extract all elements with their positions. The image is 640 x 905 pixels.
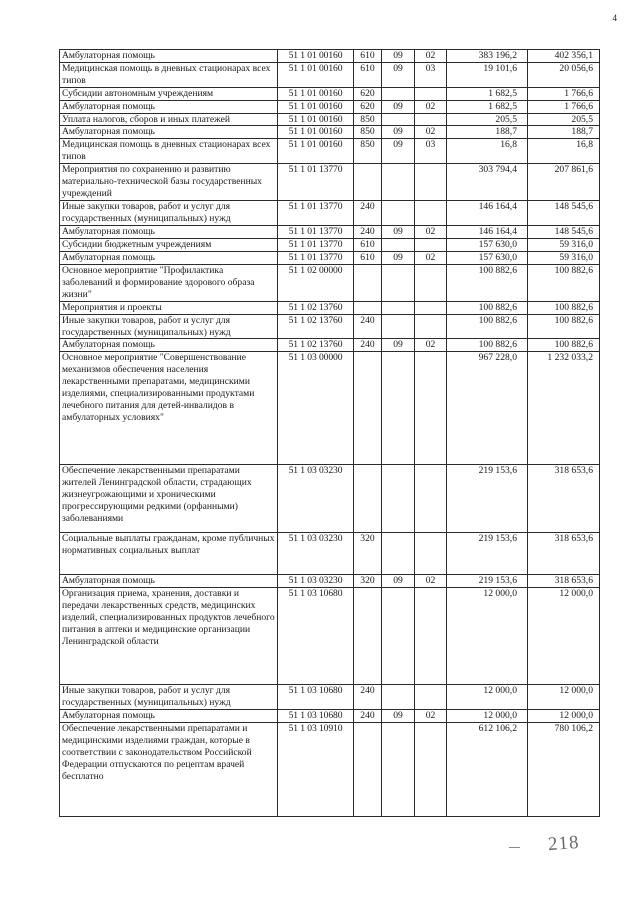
row-sum-year1: 157 630,0 <box>447 238 528 251</box>
row-name: Субсидии автономным учреждениям <box>60 87 278 100</box>
row-vr-code: 620 <box>354 100 382 113</box>
row-sum-year1: 188,7 <box>447 126 528 139</box>
row-name: Амбулаторная помощь <box>60 251 278 264</box>
row-name: Иные закупки товаров, работ и услуг для государственных (муниципальных) нужд <box>60 685 278 710</box>
row-vr-code <box>354 588 382 685</box>
table-row <box>60 533 600 575</box>
table-row <box>60 87 600 100</box>
row-rz-code <box>382 314 415 339</box>
row-sum-year2: 20 056,6 <box>528 62 600 87</box>
row-pr-code: 02 <box>415 710 447 723</box>
row-sum-year2: 12 000,0 <box>528 710 600 723</box>
row-sum-year1: 967 228,0 <box>447 352 528 465</box>
table-row <box>60 465 600 533</box>
row-vr-code: 320 <box>354 533 382 575</box>
row-sum-year2: 100 882,6 <box>528 301 600 314</box>
row-sum-year2: 59 316,0 <box>528 251 600 264</box>
row-csr-code: 51 1 01 00160 <box>278 100 354 113</box>
row-sum-year2: 100 882,6 <box>528 264 600 301</box>
row-rz-code: 09 <box>382 251 415 264</box>
row-rz-code: 09 <box>382 225 415 238</box>
row-csr-code: 51 1 01 13770 <box>278 251 354 264</box>
row-vr-code: 610 <box>354 50 382 63</box>
budget-table <box>59 49 600 817</box>
row-sum-year2: 148 545,6 <box>528 201 600 226</box>
table-row <box>60 113 600 126</box>
row-pr-code <box>415 301 447 314</box>
row-vr-code: 240 <box>354 314 382 339</box>
row-rz-code: 09 <box>382 126 415 139</box>
row-csr-code: 51 1 01 00160 <box>278 50 354 63</box>
table-row <box>60 352 600 465</box>
row-vr-code <box>354 722 382 816</box>
row-vr-code: 850 <box>354 113 382 126</box>
table-body <box>60 50 600 817</box>
row-sum-year1: 303 794,4 <box>447 164 528 201</box>
table-row <box>60 139 600 164</box>
row-sum-year1: 157 630,0 <box>447 251 528 264</box>
row-sum-year1: 12 000,0 <box>447 685 528 710</box>
row-csr-code: 51 1 01 13770 <box>278 238 354 251</box>
row-pr-code <box>415 722 447 816</box>
row-vr-code: 240 <box>354 685 382 710</box>
row-pr-code <box>415 314 447 339</box>
row-vr-code: 240 <box>354 710 382 723</box>
row-name: Основное мероприятие "Совершенствование механизмов обеспечения населения лекарственными препаратами, медицинскими изделиями, специализированными продуктами лечебного питания для детей-инвалидов в амбулаторных условиях" <box>60 352 278 465</box>
table-row <box>60 164 600 201</box>
row-sum-year1: 219 153,6 <box>447 575 528 588</box>
row-name: Мероприятия по сохранению и развитию материально-технической базы государственных учреждений <box>60 164 278 201</box>
row-sum-year2: 318 653,6 <box>528 575 600 588</box>
row-name: Основное мероприятие "Профилактика заболеваний и формирование здорового образа жизни" <box>60 264 278 301</box>
table-row <box>60 100 600 113</box>
row-rz-code: 09 <box>382 139 415 164</box>
row-sum-year2: 1 232 033,2 <box>528 352 600 465</box>
row-name: Уплата налогов, сборов и иных платежей <box>60 113 278 126</box>
row-rz-code <box>382 352 415 465</box>
row-vr-code <box>354 465 382 533</box>
row-name: Амбулаторная помощь <box>60 575 278 588</box>
row-csr-code: 51 1 01 13770 <box>278 164 354 201</box>
row-pr-code: 02 <box>415 575 447 588</box>
row-rz-code <box>382 264 415 301</box>
row-pr-code <box>415 588 447 685</box>
table-row <box>60 314 600 339</box>
row-name: Амбулаторная помощь <box>60 225 278 238</box>
row-name: Обеспечение лекарственными препаратами жителей Ленинградской области, страдающих жизнеугрожающими и хроническими прогрессирующими редкими (орфанными) заболеваниями <box>60 465 278 533</box>
row-csr-code: 51 1 03 10910 <box>278 722 354 816</box>
row-rz-code <box>382 722 415 816</box>
row-name: Иные закупки товаров, работ и услуг для государственных (муниципальных) нужд <box>60 201 278 226</box>
row-sum-year2: 402 356,1 <box>528 50 600 63</box>
row-sum-year2: 12 000,0 <box>528 685 600 710</box>
row-pr-code <box>415 113 447 126</box>
row-pr-code <box>415 238 447 251</box>
row-sum-year1: 612 106,2 <box>447 722 528 816</box>
row-pr-code: 02 <box>415 339 447 352</box>
table-row <box>60 339 600 352</box>
table-row <box>60 238 600 251</box>
row-name: Субсидии бюджетным учреждениям <box>60 238 278 251</box>
row-rz-code: 09 <box>382 575 415 588</box>
row-pr-code <box>415 264 447 301</box>
row-rz-code <box>382 113 415 126</box>
table-row <box>60 588 600 685</box>
row-vr-code: 610 <box>354 62 382 87</box>
row-csr-code: 51 1 01 13770 <box>278 201 354 226</box>
row-vr-code <box>354 352 382 465</box>
row-pr-code <box>415 533 447 575</box>
table-row <box>60 62 600 87</box>
row-sum-year1: 100 882,6 <box>447 314 528 339</box>
row-csr-code: 51 1 01 00160 <box>278 62 354 87</box>
table-row <box>60 685 600 710</box>
row-pr-code: 02 <box>415 100 447 113</box>
row-rz-code <box>382 238 415 251</box>
row-vr-code <box>354 164 382 201</box>
row-rz-code <box>382 533 415 575</box>
table-row <box>60 225 600 238</box>
handwritten-page-number: 218 <box>547 831 581 856</box>
row-sum-year1: 146 164,4 <box>447 201 528 226</box>
row-name: Амбулаторная помощь <box>60 126 278 139</box>
row-name: Обеспечение лекарственными препаратами и медицинскими изделиями граждан, которые в соответствии с законодательством Российской Федерации отпускаются по рецептам врачей бесплатно <box>60 722 278 816</box>
row-rz-code <box>382 465 415 533</box>
row-rz-code <box>382 588 415 685</box>
row-sum-year2: 1 766,6 <box>528 100 600 113</box>
table-row <box>60 201 600 226</box>
row-vr-code <box>354 301 382 314</box>
row-sum-year2: 318 653,6 <box>528 533 600 575</box>
row-csr-code: 51 1 02 13760 <box>278 314 354 339</box>
row-pr-code: 02 <box>415 225 447 238</box>
row-sum-year2: 100 882,6 <box>528 339 600 352</box>
table-row <box>60 575 600 588</box>
row-sum-year1: 12 000,0 <box>447 588 528 685</box>
table-row <box>60 710 600 723</box>
row-sum-year2: 318 653,6 <box>528 465 600 533</box>
row-csr-code: 51 1 03 10680 <box>278 685 354 710</box>
row-name: Мероприятия и проекты <box>60 301 278 314</box>
row-csr-code: 51 1 01 13770 <box>278 225 354 238</box>
row-name: Амбулаторная помощь <box>60 100 278 113</box>
row-sum-year2: 16,8 <box>528 139 600 164</box>
row-pr-code <box>415 164 447 201</box>
row-rz-code <box>382 201 415 226</box>
table-row <box>60 251 600 264</box>
row-name: Амбулаторная помощь <box>60 710 278 723</box>
row-csr-code: 51 1 03 03230 <box>278 533 354 575</box>
row-csr-code: 51 1 03 03230 <box>278 575 354 588</box>
row-csr-code: 51 1 01 00160 <box>278 113 354 126</box>
row-sum-year2: 148 545,6 <box>528 225 600 238</box>
row-vr-code: 240 <box>354 339 382 352</box>
row-sum-year1: 205,5 <box>447 113 528 126</box>
row-sum-year1: 12 000,0 <box>447 710 528 723</box>
row-name: Иные закупки товаров, работ и услуг для государственных (муниципальных) нужд <box>60 314 278 339</box>
row-vr-code: 240 <box>354 201 382 226</box>
row-csr-code: 51 1 01 00160 <box>278 126 354 139</box>
table-row <box>60 50 600 63</box>
row-pr-code: 02 <box>415 126 447 139</box>
row-rz-code: 09 <box>382 339 415 352</box>
row-pr-code <box>415 352 447 465</box>
row-sum-year2: 12 000,0 <box>528 588 600 685</box>
row-vr-code: 850 <box>354 126 382 139</box>
table-row <box>60 126 600 139</box>
row-name: Социальные выплаты гражданам, кроме публичных нормативных социальных выплат <box>60 533 278 575</box>
row-csr-code: 51 1 01 00160 <box>278 139 354 164</box>
row-pr-code: 03 <box>415 62 447 87</box>
row-vr-code <box>354 264 382 301</box>
row-pr-code <box>415 465 447 533</box>
row-sum-year2: 59 316,0 <box>528 238 600 251</box>
stamp-dash <box>509 847 520 848</box>
row-vr-code: 320 <box>354 575 382 588</box>
row-csr-code: 51 1 03 00000 <box>278 352 354 465</box>
row-pr-code: 02 <box>415 251 447 264</box>
row-name: Организация приема, хранения, доставки и передачи лекарственных средств, медицинских изделий, специализированных продуктов лечебного питания в аптеки и медицинские организации Ленинградской области <box>60 588 278 685</box>
row-vr-code: 240 <box>354 225 382 238</box>
row-sum-year2: 207 861,6 <box>528 164 600 201</box>
row-pr-code <box>415 201 447 226</box>
row-rz-code: 09 <box>382 62 415 87</box>
row-csr-code: 51 1 02 13760 <box>278 301 354 314</box>
row-name: Медицинская помощь в дневных стационарах всех типов <box>60 139 278 164</box>
row-csr-code: 51 1 02 00000 <box>278 264 354 301</box>
row-sum-year1: 219 153,6 <box>447 465 528 533</box>
row-csr-code: 51 1 01 00160 <box>278 87 354 100</box>
row-csr-code: 51 1 03 10680 <box>278 588 354 685</box>
row-name: Медицинская помощь в дневных стационарах всех типов <box>60 62 278 87</box>
row-pr-code <box>415 87 447 100</box>
row-csr-code: 51 1 03 10680 <box>278 710 354 723</box>
row-rz-code <box>382 164 415 201</box>
row-name: Амбулаторная помощь <box>60 339 278 352</box>
row-sum-year2: 188,7 <box>528 126 600 139</box>
row-sum-year1: 19 101,6 <box>447 62 528 87</box>
row-sum-year1: 219 153,6 <box>447 533 528 575</box>
row-rz-code: 09 <box>382 100 415 113</box>
row-rz-code: 09 <box>382 50 415 63</box>
table-row <box>60 722 600 816</box>
page-number: 4 <box>612 13 617 23</box>
row-sum-year2: 205,5 <box>528 113 600 126</box>
row-sum-year1: 383 196,2 <box>447 50 528 63</box>
row-csr-code: 51 1 02 13760 <box>278 339 354 352</box>
table-row <box>60 264 600 301</box>
row-sum-year2: 100 882,6 <box>528 314 600 339</box>
row-vr-code: 610 <box>354 238 382 251</box>
row-pr-code: 02 <box>415 50 447 63</box>
row-pr-code <box>415 685 447 710</box>
row-sum-year1: 100 882,6 <box>447 301 528 314</box>
row-sum-year2: 780 106,2 <box>528 722 600 816</box>
row-sum-year1: 146 164,4 <box>447 225 528 238</box>
row-rz-code: 09 <box>382 710 415 723</box>
row-sum-year1: 16,8 <box>447 139 528 164</box>
row-vr-code: 620 <box>354 87 382 100</box>
row-sum-year1: 1 682,5 <box>447 87 528 100</box>
row-rz-code <box>382 685 415 710</box>
row-sum-year1: 100 882,6 <box>447 264 528 301</box>
row-name: Амбулаторная помощь <box>60 50 278 63</box>
row-pr-code: 03 <box>415 139 447 164</box>
row-sum-year1: 100 882,6 <box>447 339 528 352</box>
row-vr-code: 850 <box>354 139 382 164</box>
row-vr-code: 610 <box>354 251 382 264</box>
row-rz-code <box>382 301 415 314</box>
row-rz-code <box>382 87 415 100</box>
row-csr-code: 51 1 03 03230 <box>278 465 354 533</box>
row-sum-year1: 1 682,5 <box>447 100 528 113</box>
row-sum-year2: 1 766,6 <box>528 87 600 100</box>
table-row <box>60 301 600 314</box>
